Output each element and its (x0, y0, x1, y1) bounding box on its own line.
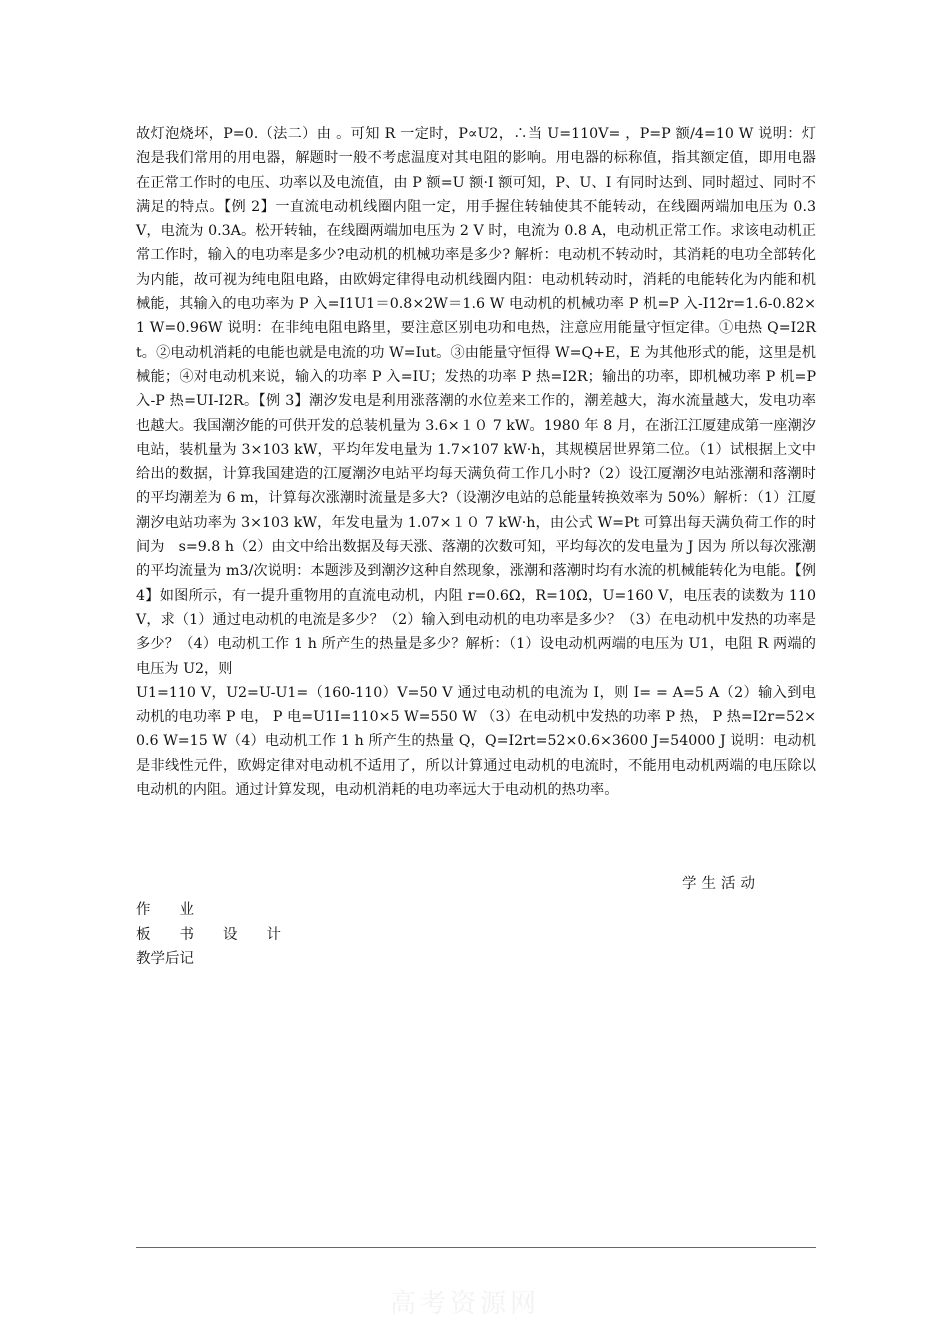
body-paragraph-2: U1=110 V，U2=U-U1=（160-110）V=50 V 通过电动机的电流为 I，则 I= = A=5 A（2）输入到电动机的电功率 P 电， P 电=U1I=110×5 W=550 W （3）在电动机中发热的功率 P 热， P 热=I2r=52×0.6 W=15 W（4）电动机工作 1 h 所产生的热量 Q，Q=I2rt=52×0.6×3600 J=54000 J 说明：电动机是非线性元件，欧姆定律对电动机不适用了，所以计算通过电动机的电流时，不能用电动机两端的电压除以电动机的内阻。通过计算发现，电动机消耗的电功率远大于电动机的热功率。 (136, 684, 816, 799)
board-design-label: 板 书 设 计 (136, 927, 281, 943)
footer-watermark: 高考资源网 (390, 1289, 541, 1319)
body-paragraph-1: 故灯泡烧坏，P=0.（法二）由 。可知 R 一定时，P∝U2，∴当 U=110V= ，P=P 额/4=10 W 说明：灯泡是我们常用的用电器，解题时一般不考虑温度对其电阻的影响。用电器的标称值，指其额定值，即用电器在正常工作时的电压、功率以及电流值，由 P 额=U 额·I 额可知，P、U、I 有同时达到、同时超过、同时不满足的特点。【例 2】一直流电动机线圈内阻一定，用手握住转轴使其不能转动，在线圈两端加电压为 0.3V，电流为 0.3A。松开转轴，在线圈两端加电压为 2 V 时，电流为 0.8 A，电动机正常工作。求该电动机正常工作时，输入的电功率是多少?电动机的机械功率是多少? 解析：电动机不转动时，其消耗的电功全部转化为内能，故可视为纯电阻电路，由欧姆定律得电动机线圈内阻：电动机转动时，消耗的电能转化为内能和机械能，其输入的电功率为 P 入=I1U1＝0.8×2W＝1.6 W 电动机的机械功率 P 机=P 入-I12r=1.6-0.82×1 W=0.96W 说明：在非纯电阻电路里，要注意区别电功和电热，注意应用能量守恒定律。①电热 Q=I2Rt。②电动机消耗的电能也就是电流的功 W=Iut。③由能量守恒得 W=Q+E，E 为其他形式的能，这里是机械能；④对电动机来说，输入的功率 P 入=IU；发热的功率 P 热=I2R；输出的功率，即机械功率 P 机=P 入-P 热=UI-I2R。【例 3】潮汐发电是利用涨落潮的水位差来工作的，潮差越大，海水流量越大，发电功率也越大。我国潮汐能的可供开发的总装机量为 3.6×１０ 7 kW。1980 年 8 月，在浙江江厦建成第一座潮汐电站，装机量为 3×103 kW，平均年发电量为 1.7×107 kW·h，其规模居世界第二位。（1）试根据上文中给出的数据，计算我国建造的江厦潮汐电站平均每天满负荷工作几小时?（2）设江厦潮汐电站涨潮和落潮时的平均潮差为 6 m，计算每次涨潮时流量是多大?（设潮汐电站的总能量转换效率为 50%）解析：（1）江厦潮汐电站功率为 3×103 kW，年发电量为 1.07×１０ 7 kW·h，由公式 W=Pt 可算出每天满负荷工作的时间为 s=9.8 h（2）由文中给出数据及每天涨、落潮的次数可知，平均每次的发电量为 J 因为 所以每次涨潮的平均流量为 m3/次说明：本题涉及到潮汐这种自然现象，涨潮和落潮时均有水流的机械能转化为电能。【例 4】如图所示，有一提升重物用的直流电动机，内阻 r=0.6Ω，R=10Ω，U=160 V，电压表的读数为 110 V，求（1）通过电动机的电流是多少？（2）输入到电动机的电功率是多少？（3）在电动机中发热的功率是多少？（4）电动机工作 1 h 所产生的热量是多少？解析：（1）设电动机两端的电压为 U1，电阻 R 两端的电压为 U2，则 (136, 126, 816, 677)
teaching-notes-label: 教学后记 (136, 951, 194, 967)
homework-label: 作 业 (136, 902, 194, 918)
student-activity-label: 学生活动 (682, 876, 760, 892)
footer-divider (136, 1247, 816, 1248)
lesson-body-text (136, 122, 816, 802)
